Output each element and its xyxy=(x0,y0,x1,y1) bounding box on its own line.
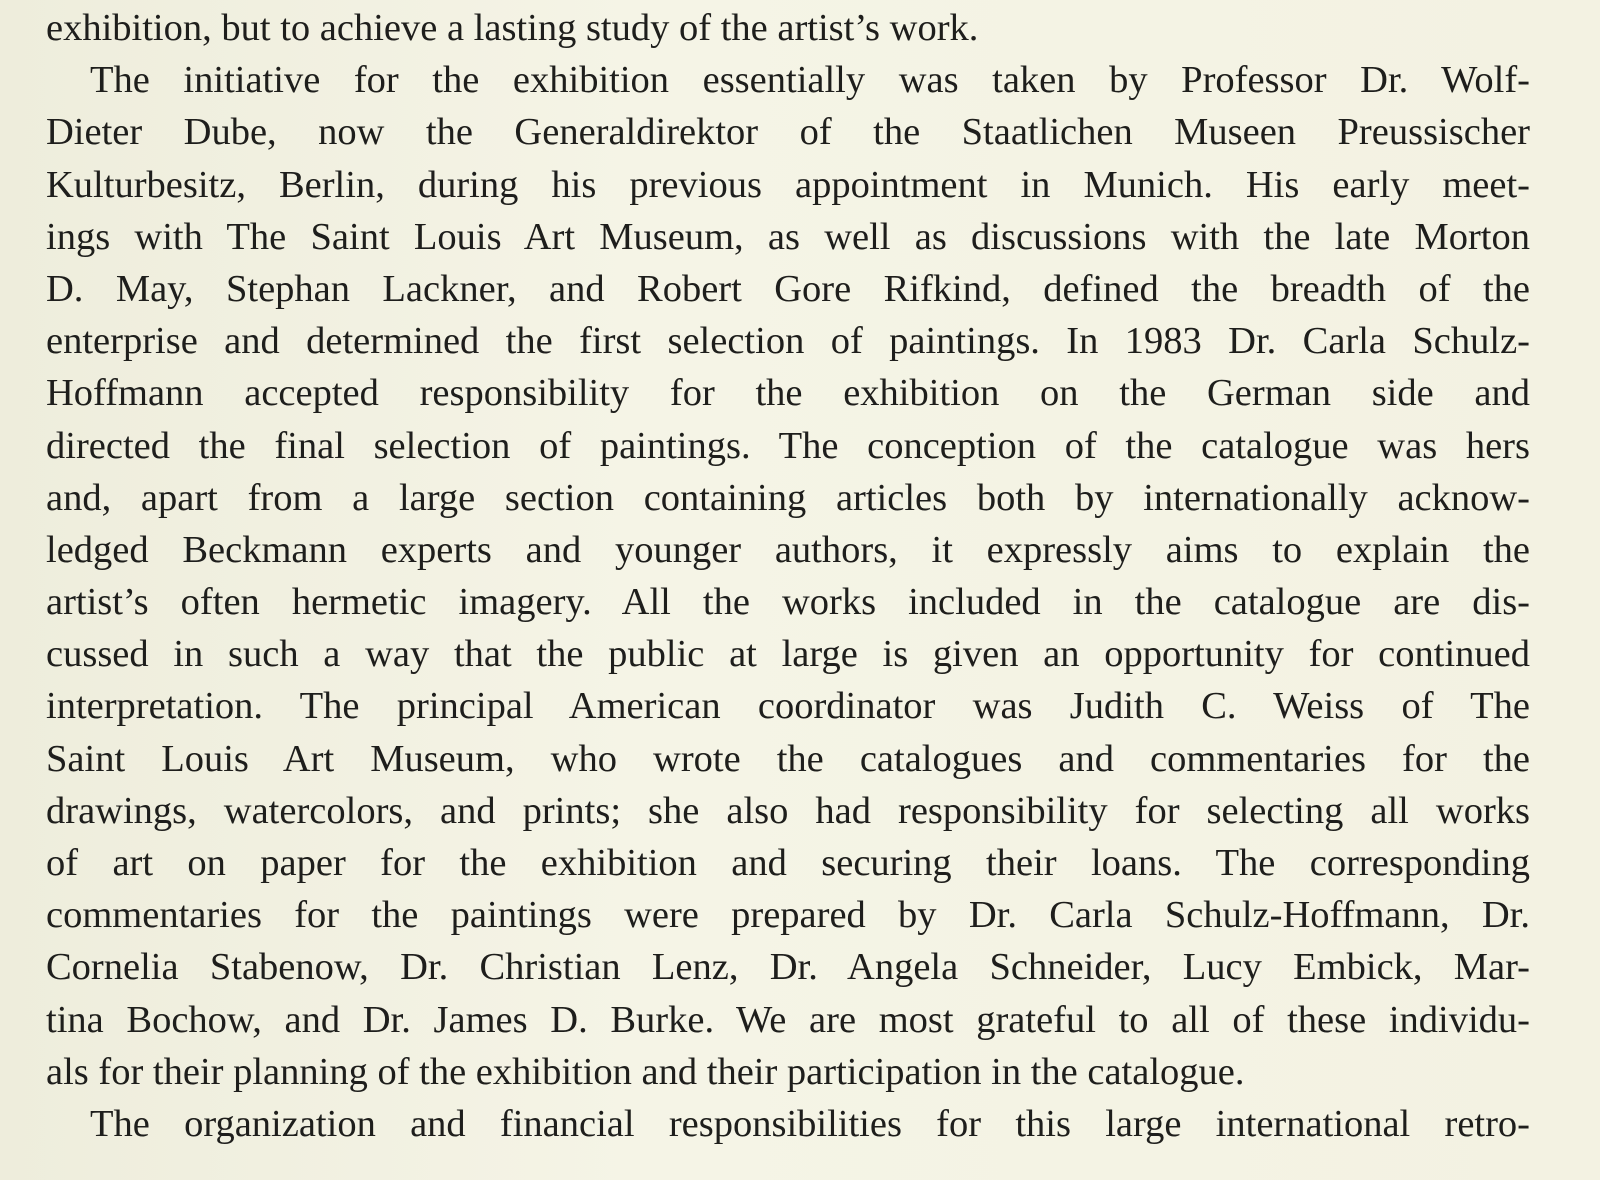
text-line: tina Bochow, and Dr. James D. Burke. We are most grateful to all of these individu- xyxy=(46,998,1530,1041)
text-line: commentaries for the paintings were prepared by Dr. Carla Schulz-Hoffmann, Dr. xyxy=(46,894,1530,937)
paragraph-start-line: The initiative for the exhibition essentially was taken by Professor Dr. Wolf- xyxy=(90,59,1530,102)
paragraph-end-line: als for their planning of the exhibition and their participation in the catalogue. xyxy=(46,1050,1245,1093)
text-line: and, apart from a large section containing articles both by internationally acknow- xyxy=(46,476,1530,519)
text-line: enterprise and determined the first selection of paintings. In 1983 Dr. Carla Schulz- xyxy=(46,320,1530,363)
text-line: ledged Beckmann experts and younger authors, it expressly aims to explain the xyxy=(46,528,1530,571)
text-line: Hoffmann accepted responsibility for the exhibition on the German side and xyxy=(46,372,1530,415)
text-line: of art on paper for the exhibition and securing their loans. The corresponding xyxy=(46,842,1530,884)
body-text xyxy=(46,2,1530,1150)
text-line: Saint Louis Art Museum, who wrote the catalogues and commentaries for the xyxy=(46,737,1530,780)
text-line: exhibition, but to achieve a lasting study of the artist’s work. xyxy=(46,7,979,49)
text-line: directed the final selection of paintings. The conception of the catalogue was hers xyxy=(46,424,1530,467)
text-line: Dieter Dube, now the Generaldirektor of the Staatlichen Museen Preussischer xyxy=(46,111,1530,154)
text-line: Kulturbesitz, Berlin, during his previous appointment in Munich. His early meet- xyxy=(46,163,1530,206)
text-line: Cornelia Stabenow, Dr. Christian Lenz, Dr. Angela Schneider, Lucy Embick, Mar- xyxy=(46,946,1530,989)
text-line: D. May, Stephan Lackner, and Robert Gore Rifkind, defined the breadth of the xyxy=(46,267,1530,310)
text-line: interpretation. The principal American coordinator was Judith C. Weiss of The xyxy=(46,685,1530,728)
text-line: ings with The Saint Louis Art Museum, as well as discussions with the late Morton xyxy=(46,215,1530,258)
text-line: artist’s often hermetic imagery. All the works included in the catalogue are dis- xyxy=(46,581,1530,624)
text-line: cussed in such a way that the public at large is given an opportunity for continued xyxy=(46,633,1530,676)
paragraph-start-line: The organization and financial responsibilities for this large international retro- xyxy=(90,1102,1530,1145)
text-line: drawings, watercolors, and prints; she also had responsibility for selecting all works xyxy=(46,789,1530,832)
